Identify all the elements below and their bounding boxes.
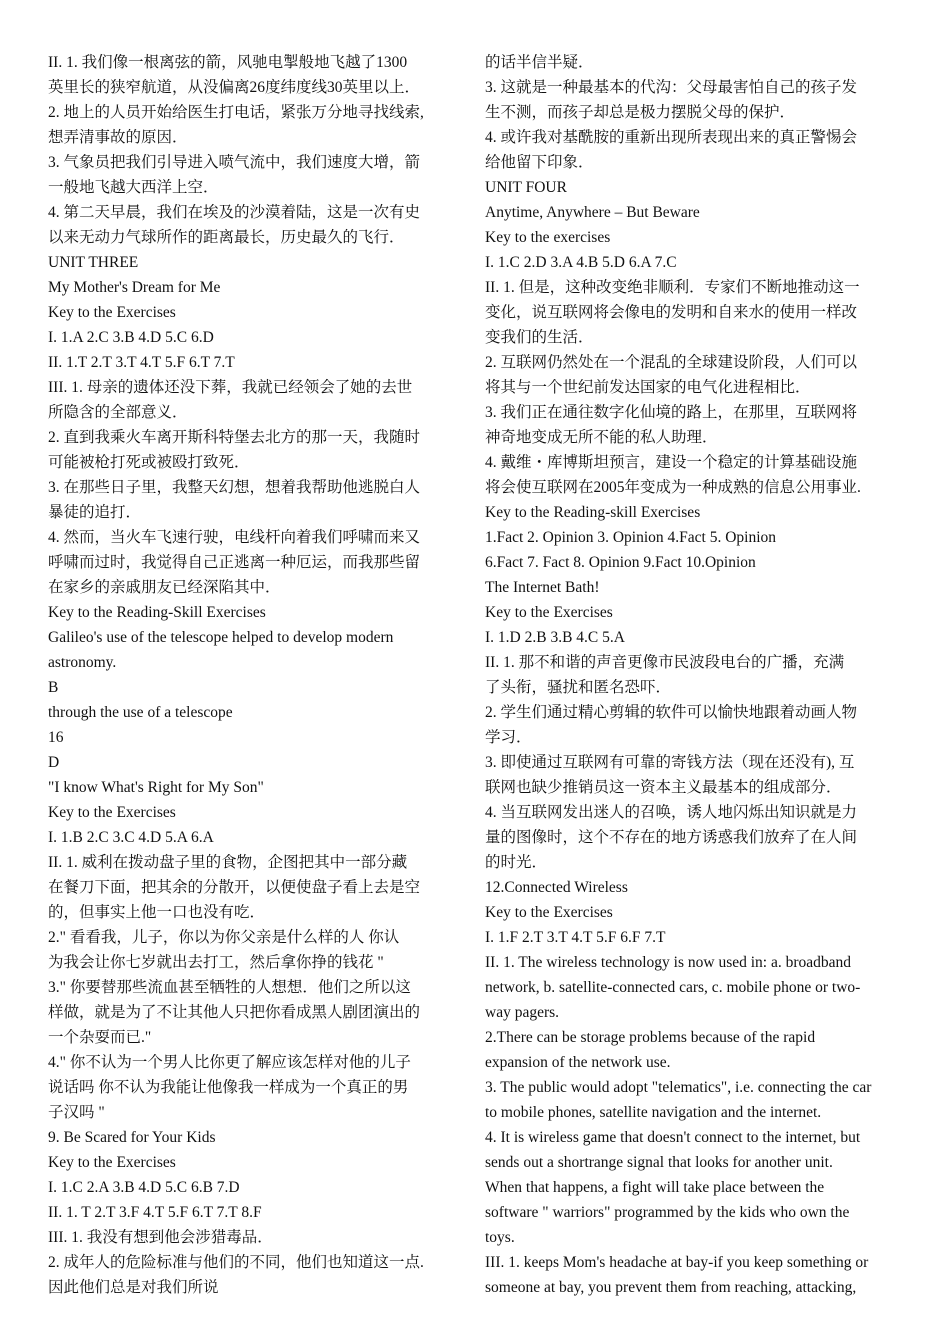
left-column-line: 9. Be Scared for Your Kids — [48, 1129, 216, 1146]
left-column-line: 因此他们总是对我们所说 — [48, 1279, 219, 1296]
right-column-line: 联网也缺少推销员这一资本主义最基本的组成部分． — [485, 779, 842, 796]
right-column-line: 4. It is wireless game that doesn't connect to the internet, but — [485, 1129, 861, 1146]
left-column-line: 16 — [48, 729, 64, 746]
left-column-line: I. 1.A 2.C 3.B 4.D 5.C 6.D — [48, 329, 214, 346]
right-column-line: Key to the Exercises — [485, 604, 613, 621]
left-column-line: 子汉吗 " — [48, 1104, 105, 1121]
left-column-line: 所隐含的全部意义． — [48, 404, 188, 421]
left-column-line: 3. 气象员把我们引导进入喷气流中，我们速度大增，箭 — [48, 154, 421, 171]
right-column-line: to mobile phones, satellite navigation and the internet. — [485, 1104, 822, 1121]
right-column-line: I. 1.C 2.D 3.A 4.B 5.D 6.A 7.C — [485, 254, 677, 271]
left-column-line: 4. 第二天早晨，我们在埃及的沙漠着陆，这是一次有史 — [48, 204, 421, 221]
right-column-line: When that happens, a fight will take place between the — [485, 1179, 825, 1196]
left-column-line: II. 1. 威利在拨动盘子里的食物，企图把其中一部分藏 — [48, 854, 408, 871]
right-column-line: 4. 或许我对基酰胺的重新出现所表现出来的真正警惕会 — [485, 129, 858, 146]
right-column-line: II. 1. The wireless technology is now used in: a. broadband — [485, 954, 852, 971]
right-column-line: Key to the Exercises — [485, 904, 613, 921]
left-column-line: 暴徒的追打． — [48, 504, 142, 521]
left-column-line: astronomy. — [48, 654, 117, 671]
left-column-line: 样做，就是为了不让其他人只把你看成黑人剧团演出的 — [48, 1004, 421, 1021]
left-column-line: 2. 地上的人员开始给医生打电话，紧张万分地寻找线索, — [48, 104, 424, 121]
right-column-line: I. 1.D 2.B 3.B 4.C 5.A — [485, 629, 625, 646]
left-column-line: III. 1. 母亲的遗体还没下葬，我就已经领会了她的去世 — [48, 379, 413, 396]
right-column-line: someone at bay, you prevent them from reaching, attacking, — [485, 1279, 857, 1296]
right-column-line: II. 1. 但是，这种改变绝非顺利．专家们不断地推动这一 — [485, 279, 860, 296]
left-column-line: I. 1.B 2.C 3.C 4.D 5.A 6.A — [48, 829, 214, 846]
left-column-line: 英里长的狭窄航道，从没偏离26度纬度线30英里以上． — [48, 79, 421, 96]
left-column-line: I. 1.C 2.A 3.B 4.D 5.C 6.B 7.D — [48, 1179, 240, 1196]
right-column-line: 了头衔，骚扰和匿名恐吓． — [485, 679, 672, 696]
right-column-line: 2. 互联网仍然处在一个混乱的全球建设阶段，人们可以 — [485, 354, 858, 371]
right-column-line: sends out a shortrange signal that looks for another unit. — [485, 1154, 833, 1171]
right-column-line: 2. 学生们通过精心剪辑的软件可以愉快地跟着动画人物 — [485, 704, 858, 721]
left-column-line: 一个杂耍而已." — [48, 1029, 152, 1046]
left-column-line: B — [48, 679, 59, 696]
right-column-line: 6.Fact 7. Fact 8. Opinion 9.Fact 10.Opinion — [485, 554, 756, 571]
left-column-line: 4. 然而，当火车飞速行驶，电线杆向着我们呼啸而来又 — [48, 529, 421, 546]
left-column-line: My Mother's Dream for Me — [48, 279, 221, 296]
left-column-line: Key to the Exercises — [48, 1154, 176, 1171]
right-text-column — [485, 50, 913, 1300]
right-column-line: 3. The public would adopt "telematics", i.e. connecting the car — [485, 1079, 872, 1096]
right-column-line: toys. — [485, 1229, 515, 1246]
right-column-line: network, b. satellite-connected cars, c. mobile phone or two- — [485, 979, 861, 996]
right-column-line: 生不测，而孩子却总是极力摆脱父母的保护． — [485, 104, 796, 121]
left-column-line: 在餐刀下面，把其余的分散开，以便使盘子看上去是空 — [48, 879, 421, 896]
left-column-line: 2. 直到我乘火车离开斯科特堡去北方的那一天，我随时 — [48, 429, 421, 446]
right-column-line: 神奇地变成无所不能的私人助理． — [485, 429, 718, 446]
right-column-line: 将其与一个世纪前发达国家的电气化进程相比． — [485, 379, 811, 396]
left-column-line: II. 1. T 2.T 3.F 4.T 5.F 6.T 7.T 8.F — [48, 1204, 262, 1221]
left-column-line: 为我会让你七岁就出去打工，然后拿你挣的钱花 " — [48, 954, 384, 971]
right-column-line: UNIT FOUR — [485, 179, 567, 196]
right-column-line: 变我们的生活． — [485, 329, 594, 346]
right-column-line: software " warriors" programmed by the kids who own the — [485, 1204, 850, 1221]
right-column-line: 3. 即使通过互联网有可靠的寄钱方法（现在还没有), 互 — [485, 754, 855, 771]
right-column-line: Key to the exercises — [485, 229, 611, 246]
left-column-line: II. 1.T 2.T 3.T 4.T 5.F 6.T 7.T — [48, 354, 235, 371]
right-column-line: I. 1.F 2.T 3.T 4.T 5.F 6.F 7.T — [485, 929, 666, 946]
right-column-line: 给他留下印象． — [485, 154, 594, 171]
right-column-line: way pagers. — [485, 1004, 560, 1021]
left-column-line: 4." 你不认为一个男人比你更了解应该怎样对他的儿子 — [48, 1054, 411, 1071]
right-column-line: 的时光． — [485, 854, 548, 871]
right-column-line: II. 1. 那不和谐的声音更像市民波段电台的广播，充满 — [485, 654, 845, 671]
left-column-line: 想弄清事故的原因． — [48, 129, 188, 146]
right-column-line: 12.Connected Wireless — [485, 879, 628, 896]
left-column-line: 一般地飞越大西洋上空． — [48, 179, 219, 196]
right-column-line: 4. 戴维・库博斯坦预言，建设一个稳定的计算基础设施 — [485, 454, 858, 471]
left-column-line: D — [48, 754, 60, 771]
left-column-line: "I know What's Right for My Son" — [48, 779, 264, 796]
right-column-line: 学习． — [485, 729, 532, 746]
left-column-line: 的，但事实上他一口也没有吃． — [48, 904, 266, 921]
left-column-line: 2." 看看我，儿子，你以为你父亲是什么样的人 你认 — [48, 929, 400, 946]
right-column-line: 量的图像时，这个不存在的地方诱惑我们放弃了在人间 — [485, 829, 858, 846]
right-column-line: 1.Fact 2. Opinion 3. Opinion 4.Fact 5. Opinion — [485, 529, 777, 546]
right-column-line: Anytime, Anywhere – But Beware — [485, 204, 700, 221]
right-column-line: III. 1. keeps Mom's headache at bay-if you keep something or — [485, 1254, 869, 1271]
left-column-line: 呼啸而过时，我觉得自己正逃离一种厄运，而我那些留 — [48, 554, 421, 571]
right-column-line: The Internet Bath! — [485, 579, 600, 596]
right-column-line: 3. 我们正在通往数字化仙境的路上，在那里，互联网将 — [485, 404, 858, 421]
left-column-line: 3. 在那些日子里，我整天幻想，想着我帮助他逃脱白人 — [48, 479, 421, 496]
left-column-line: III. 1. 我没有想到他会涉猎毒品． — [48, 1229, 273, 1246]
left-column-line: 3." 你要替那些流血甚至牺牲的人想想．他们之所以这 — [48, 979, 411, 996]
left-column-line: through the use of a telescope — [48, 704, 233, 721]
left-column-line: Key to the Exercises — [48, 304, 176, 321]
right-column-line: 变化，说互联网将会像电的发明和自来水的使用一样改 — [485, 304, 858, 321]
left-column-line: 可能被枪打死或被殴打致死． — [48, 454, 250, 471]
right-column-line: Key to the Reading-skill Exercises — [485, 504, 701, 521]
left-text-column — [48, 50, 474, 1300]
right-column-line: 2.There can be storage problems because of the rapid — [485, 1029, 816, 1046]
left-column-line: 在家乡的亲戚朋友已经深陷其中． — [48, 579, 281, 596]
right-column-line: 将会使互联网在2005年变成为一种成熟的信息公用事业. — [485, 479, 861, 496]
left-column-line: Key to the Reading-Skill Exercises — [48, 604, 266, 621]
right-column-line: 的话半信半疑． — [485, 54, 594, 71]
left-column-line: UNIT THREE — [48, 254, 139, 271]
right-column-line: expansion of the network use. — [485, 1054, 671, 1071]
right-column-line: 4. 当互联网发出迷人的召唤，诱人地闪烁出知识就是力 — [485, 804, 858, 821]
left-column-line: 2. 成年人的危险标准与他们的不同，他们也知道这一点. — [48, 1254, 424, 1271]
left-column-line: 说话吗 你不认为我能让他像我一样成为一个真正的男 — [48, 1079, 409, 1096]
left-column-line: 以来无动力气球所作的距离最长，历史最久的飞行． — [48, 229, 405, 246]
right-column-line: 3. 这就是一种最基本的代沟：父母最害怕自己的孩子发 — [485, 79, 858, 96]
left-column-line: Key to the Exercises — [48, 804, 176, 821]
left-column-line: Galileo's use of the telescope helped to develop modern — [48, 629, 394, 646]
left-column-line: II. 1. 我们像一根离弦的箭，风驰电掣般地飞越了1300 — [48, 54, 408, 71]
